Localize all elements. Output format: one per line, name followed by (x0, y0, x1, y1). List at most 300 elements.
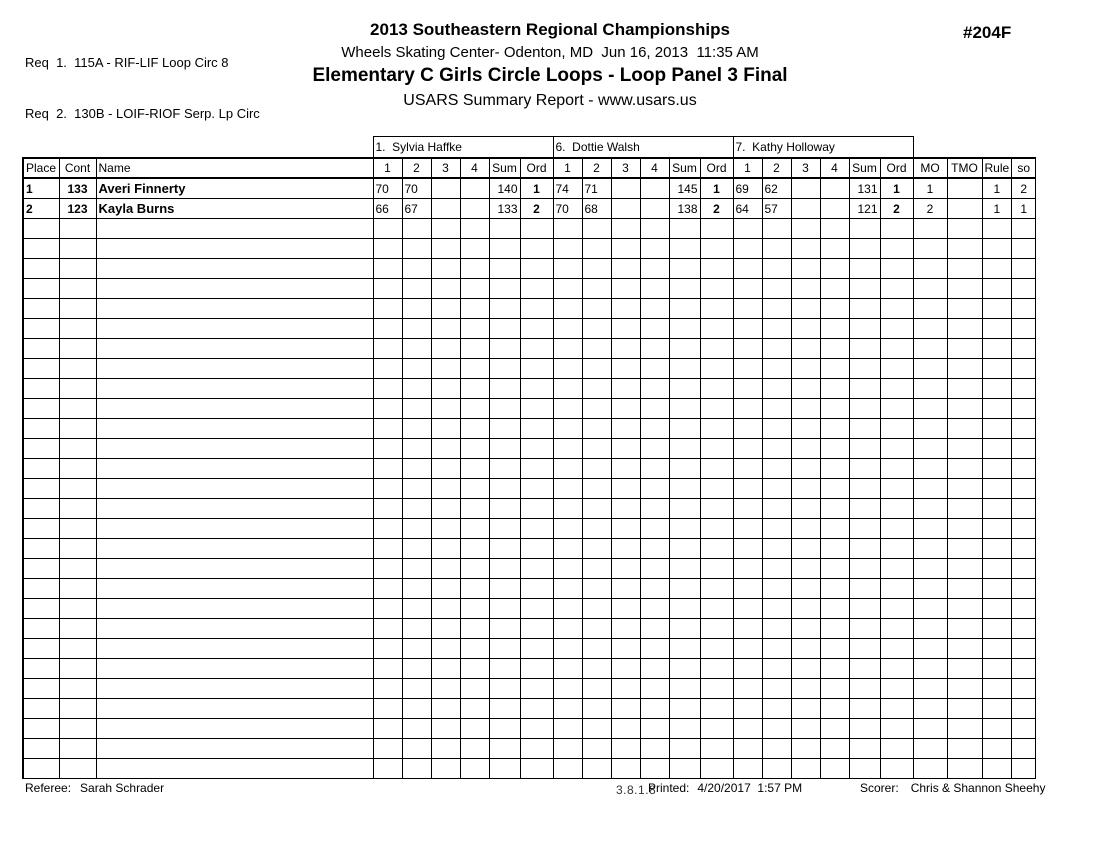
empty-cell (733, 339, 762, 359)
empty-cell (733, 579, 762, 599)
empty-cell (373, 319, 402, 339)
empty-cell (23, 679, 59, 699)
cell-score (820, 178, 849, 199)
empty-cell (640, 759, 669, 779)
empty-cell (460, 219, 489, 239)
empty-cell (553, 259, 582, 279)
empty-cell (520, 739, 553, 759)
empty-cell (791, 219, 820, 239)
empty-cell (402, 559, 431, 579)
empty-cell (982, 439, 1012, 459)
empty-cell (849, 579, 880, 599)
empty-cell (669, 559, 700, 579)
empty-cell (431, 659, 460, 679)
empty-cell (982, 579, 1012, 599)
empty-cell (582, 259, 611, 279)
empty-cell (59, 719, 96, 739)
empty-cell (947, 659, 982, 679)
empty-cell (582, 439, 611, 459)
empty-cell (880, 359, 913, 379)
empty-cell (460, 639, 489, 659)
empty-cell (489, 479, 520, 499)
empty-cell (23, 219, 59, 239)
empty-cell (791, 539, 820, 559)
empty-cell (96, 319, 373, 339)
spacer-cell (23, 137, 373, 159)
referee-label: Referee: (25, 781, 72, 795)
title-block (0, 20, 1100, 110)
empty-cell (762, 339, 791, 359)
empty-cell (402, 259, 431, 279)
empty-cell (640, 519, 669, 539)
empty-cell (1012, 379, 1036, 399)
empty-cell (791, 679, 820, 699)
empty-cell (640, 539, 669, 559)
judge-name-2: 6. Dottie Walsh (553, 137, 733, 159)
empty-cell (402, 379, 431, 399)
empty-cell (402, 539, 431, 559)
empty-cell (947, 419, 982, 439)
empty-cell (733, 559, 762, 579)
empty-cell (460, 599, 489, 619)
empty-cell (553, 559, 582, 579)
empty-cell (582, 239, 611, 259)
empty-cell (700, 719, 733, 739)
empty-cell (489, 619, 520, 639)
empty-cell (1012, 559, 1036, 579)
empty-cell (460, 239, 489, 259)
cell-tmo (947, 178, 982, 199)
empty-cell (982, 339, 1012, 359)
empty-cell (947, 459, 982, 479)
empty-cell (820, 619, 849, 639)
empty-cell (489, 459, 520, 479)
empty-cell (913, 439, 947, 459)
empty-cell (96, 699, 373, 719)
cell-sum: 145 (669, 178, 700, 199)
empty-cell (849, 639, 880, 659)
empty-cell (431, 219, 460, 239)
empty-cell (553, 459, 582, 479)
empty-cell (762, 659, 791, 679)
empty-cell (582, 579, 611, 599)
empty-cell (700, 339, 733, 359)
empty-cell (700, 559, 733, 579)
empty-cell (373, 539, 402, 559)
empty-cell (880, 319, 913, 339)
empty-cell (611, 299, 640, 319)
empty-cell (880, 519, 913, 539)
empty-cell (791, 499, 820, 519)
empty-cell (700, 539, 733, 559)
column-header: 2 (582, 158, 611, 178)
judge-name-3: 7. Kathy Holloway (733, 137, 913, 159)
empty-cell (762, 359, 791, 379)
empty-cell (880, 739, 913, 759)
empty-cell (700, 299, 733, 319)
empty-cell (402, 239, 431, 259)
empty-cell (431, 479, 460, 499)
empty-cell (96, 599, 373, 619)
empty-cell (700, 619, 733, 639)
column-header: 4 (640, 158, 669, 178)
empty-cell (59, 739, 96, 759)
empty-cell (431, 679, 460, 699)
empty-cell (913, 579, 947, 599)
empty-cell (640, 219, 669, 239)
empty-cell (849, 359, 880, 379)
empty-cell (669, 679, 700, 699)
column-header: Sum (489, 158, 520, 178)
empty-cell (947, 679, 982, 699)
empty-cell (520, 759, 553, 779)
empty-cell (460, 739, 489, 759)
empty-cell (553, 319, 582, 339)
empty-cell (640, 379, 669, 399)
empty-cell (96, 359, 373, 379)
empty-cell (373, 659, 402, 679)
empty-cell (402, 659, 431, 679)
empty-cell (982, 699, 1012, 719)
column-header-row (23, 158, 1036, 178)
cell-sum: 138 (669, 199, 700, 219)
empty-row (23, 719, 1036, 739)
empty-cell (553, 479, 582, 499)
empty-cell (791, 459, 820, 479)
empty-cell (820, 719, 849, 739)
empty-cell (820, 239, 849, 259)
empty-cell (373, 299, 402, 319)
empty-cell (402, 759, 431, 779)
column-header: Cont (59, 158, 96, 178)
empty-cell (611, 399, 640, 419)
empty-cell (59, 219, 96, 239)
empty-cell (913, 239, 947, 259)
empty-cell (700, 479, 733, 499)
empty-cell (553, 499, 582, 519)
empty-cell (820, 299, 849, 319)
empty-cell (669, 439, 700, 459)
empty-cell (1012, 599, 1036, 619)
empty-cell (700, 279, 733, 299)
empty-cell (880, 659, 913, 679)
empty-cell (640, 559, 669, 579)
empty-cell (913, 319, 947, 339)
empty-cell (520, 679, 553, 699)
empty-cell (913, 739, 947, 759)
empty-cell (913, 499, 947, 519)
empty-cell (520, 699, 553, 719)
empty-cell (640, 579, 669, 599)
printed-label: Printed: (648, 781, 690, 795)
empty-cell (611, 379, 640, 399)
empty-cell (373, 419, 402, 439)
empty-cell (489, 359, 520, 379)
empty-cell (947, 619, 982, 639)
empty-cell (59, 639, 96, 659)
empty-cell (849, 679, 880, 699)
empty-cell (913, 299, 947, 319)
empty-cell (489, 239, 520, 259)
empty-cell (96, 479, 373, 499)
empty-cell (947, 719, 982, 739)
empty-cell (553, 299, 582, 319)
empty-cell (700, 659, 733, 679)
empty-cell (700, 219, 733, 239)
empty-cell (880, 399, 913, 419)
column-header: Ord (700, 158, 733, 178)
empty-cell (23, 699, 59, 719)
empty-cell (1012, 479, 1036, 499)
empty-cell (23, 399, 59, 419)
empty-cell (431, 379, 460, 399)
empty-cell (947, 599, 982, 619)
judge-header-row (23, 137, 1036, 159)
empty-cell (791, 359, 820, 379)
empty-cell (553, 279, 582, 299)
cell-so: 1 (1012, 199, 1036, 219)
empty-cell (460, 579, 489, 599)
empty-cell (96, 579, 373, 599)
empty-cell (1012, 219, 1036, 239)
empty-cell (849, 699, 880, 719)
scorer-line (860, 781, 1045, 795)
referee-name: Sarah Schrader (80, 781, 165, 795)
empty-cell (520, 339, 553, 359)
empty-cell (1012, 659, 1036, 679)
cell-place: 1 (23, 178, 59, 199)
empty-cell (520, 499, 553, 519)
empty-cell (880, 299, 913, 319)
empty-cell (431, 699, 460, 719)
empty-cell (460, 679, 489, 699)
empty-cell (96, 719, 373, 739)
empty-cell (611, 599, 640, 619)
empty-cell (520, 239, 553, 259)
column-header: Sum (849, 158, 880, 178)
cell-cont: 123 (59, 199, 96, 219)
empty-cell (373, 739, 402, 759)
empty-cell (611, 619, 640, 639)
empty-cell (913, 519, 947, 539)
empty-cell (431, 339, 460, 359)
cell-score (460, 199, 489, 219)
empty-cell (669, 719, 700, 739)
empty-cell (913, 639, 947, 659)
empty-cell (849, 479, 880, 499)
empty-cell (791, 419, 820, 439)
spacer-cell (913, 137, 1036, 159)
empty-cell (402, 719, 431, 739)
empty-cell (96, 519, 373, 539)
empty-cell (820, 539, 849, 559)
empty-cell (791, 399, 820, 419)
empty-cell (553, 699, 582, 719)
empty-cell (820, 759, 849, 779)
empty-cell (1012, 439, 1036, 459)
empty-cell (402, 479, 431, 499)
empty-cell (611, 239, 640, 259)
empty-cell (880, 239, 913, 259)
empty-cell (982, 619, 1012, 639)
empty-cell (373, 499, 402, 519)
empty-cell (23, 619, 59, 639)
empty-cell (791, 479, 820, 499)
empty-cell (982, 379, 1012, 399)
empty-cell (59, 339, 96, 359)
empty-cell (791, 639, 820, 659)
empty-cell (96, 619, 373, 639)
empty-cell (489, 659, 520, 679)
empty-cell (402, 499, 431, 519)
empty-cell (520, 639, 553, 659)
empty-cell (611, 499, 640, 519)
empty-cell (582, 559, 611, 579)
event-name: Elementary C Girls Circle Loops - Loop Panel 3 Final (312, 65, 788, 86)
empty-cell (553, 599, 582, 619)
empty-cell (520, 319, 553, 339)
empty-cell (553, 739, 582, 759)
empty-cell (640, 619, 669, 639)
empty-cell (373, 379, 402, 399)
empty-cell (849, 319, 880, 339)
empty-row (23, 679, 1036, 699)
empty-cell (489, 699, 520, 719)
empty-cell (820, 579, 849, 599)
empty-cell (582, 279, 611, 299)
column-header: 3 (431, 158, 460, 178)
empty-cell (402, 299, 431, 319)
cell-score (640, 199, 669, 219)
empty-cell (913, 279, 947, 299)
empty-row (23, 739, 1036, 759)
empty-cell (791, 239, 820, 259)
empty-cell (640, 299, 669, 319)
empty-cell (820, 359, 849, 379)
empty-cell (373, 279, 402, 299)
empty-cell (700, 599, 733, 619)
empty-cell (791, 699, 820, 719)
empty-cell (460, 319, 489, 339)
empty-cell (520, 439, 553, 459)
empty-cell (762, 759, 791, 779)
empty-cell (23, 739, 59, 759)
empty-cell (640, 359, 669, 379)
empty-cell (880, 339, 913, 359)
empty-cell (669, 599, 700, 619)
empty-cell (431, 579, 460, 599)
empty-cell (553, 519, 582, 539)
empty-cell (669, 399, 700, 419)
empty-cell (431, 739, 460, 759)
empty-cell (520, 459, 553, 479)
empty-cell (373, 219, 402, 239)
empty-cell (982, 719, 1012, 739)
empty-cell (880, 559, 913, 579)
empty-cell (373, 579, 402, 599)
empty-cell (489, 719, 520, 739)
empty-cell (23, 659, 59, 679)
cell-score (640, 178, 669, 199)
cell-score: 71 (582, 178, 611, 199)
column-header: 1 (373, 158, 402, 178)
empty-cell (669, 239, 700, 259)
empty-cell (1012, 579, 1036, 599)
column-header: MO (913, 158, 947, 178)
empty-cell (762, 279, 791, 299)
empty-cell (700, 439, 733, 459)
empty-cell (59, 319, 96, 339)
empty-cell (431, 459, 460, 479)
empty-cell (59, 539, 96, 559)
empty-cell (849, 419, 880, 439)
empty-cell (849, 219, 880, 239)
empty-cell (431, 259, 460, 279)
empty-cell (402, 739, 431, 759)
empty-cell (820, 339, 849, 359)
empty-cell (431, 439, 460, 459)
empty-cell (611, 439, 640, 459)
cell-cont: 133 (59, 178, 96, 199)
empty-row (23, 239, 1036, 259)
empty-row (23, 379, 1036, 399)
empty-cell (431, 499, 460, 519)
empty-cell (880, 279, 913, 299)
empty-cell (611, 319, 640, 339)
empty-cell (23, 339, 59, 359)
empty-cell (611, 219, 640, 239)
empty-row (23, 419, 1036, 439)
empty-cell (582, 619, 611, 639)
column-header: 4 (820, 158, 849, 178)
empty-cell (23, 459, 59, 479)
empty-cell (611, 719, 640, 739)
empty-cell (402, 619, 431, 639)
cell-score: 67 (402, 199, 431, 219)
empty-cell (762, 499, 791, 519)
empty-cell (982, 259, 1012, 279)
empty-cell (582, 419, 611, 439)
empty-cell (791, 579, 820, 599)
empty-cell (460, 359, 489, 379)
empty-cell (762, 639, 791, 659)
empty-cell (553, 579, 582, 599)
empty-cell (489, 439, 520, 459)
empty-cell (762, 399, 791, 419)
empty-cell (640, 459, 669, 479)
empty-cell (23, 479, 59, 499)
empty-cell (913, 359, 947, 379)
empty-cell (23, 759, 59, 779)
empty-cell (96, 679, 373, 699)
empty-cell (733, 279, 762, 299)
empty-cell (582, 399, 611, 419)
empty-cell (762, 699, 791, 719)
empty-cell (880, 459, 913, 479)
empty-cell (791, 319, 820, 339)
empty-cell (791, 619, 820, 639)
empty-cell (59, 259, 96, 279)
empty-cell (582, 379, 611, 399)
empty-cell (611, 359, 640, 379)
empty-cell (733, 759, 762, 779)
empty-cell (947, 219, 982, 239)
empty-cell (700, 259, 733, 279)
cell-sum: 121 (849, 199, 880, 219)
empty-cell (947, 359, 982, 379)
empty-cell (373, 439, 402, 459)
cell-mo: 2 (913, 199, 947, 219)
